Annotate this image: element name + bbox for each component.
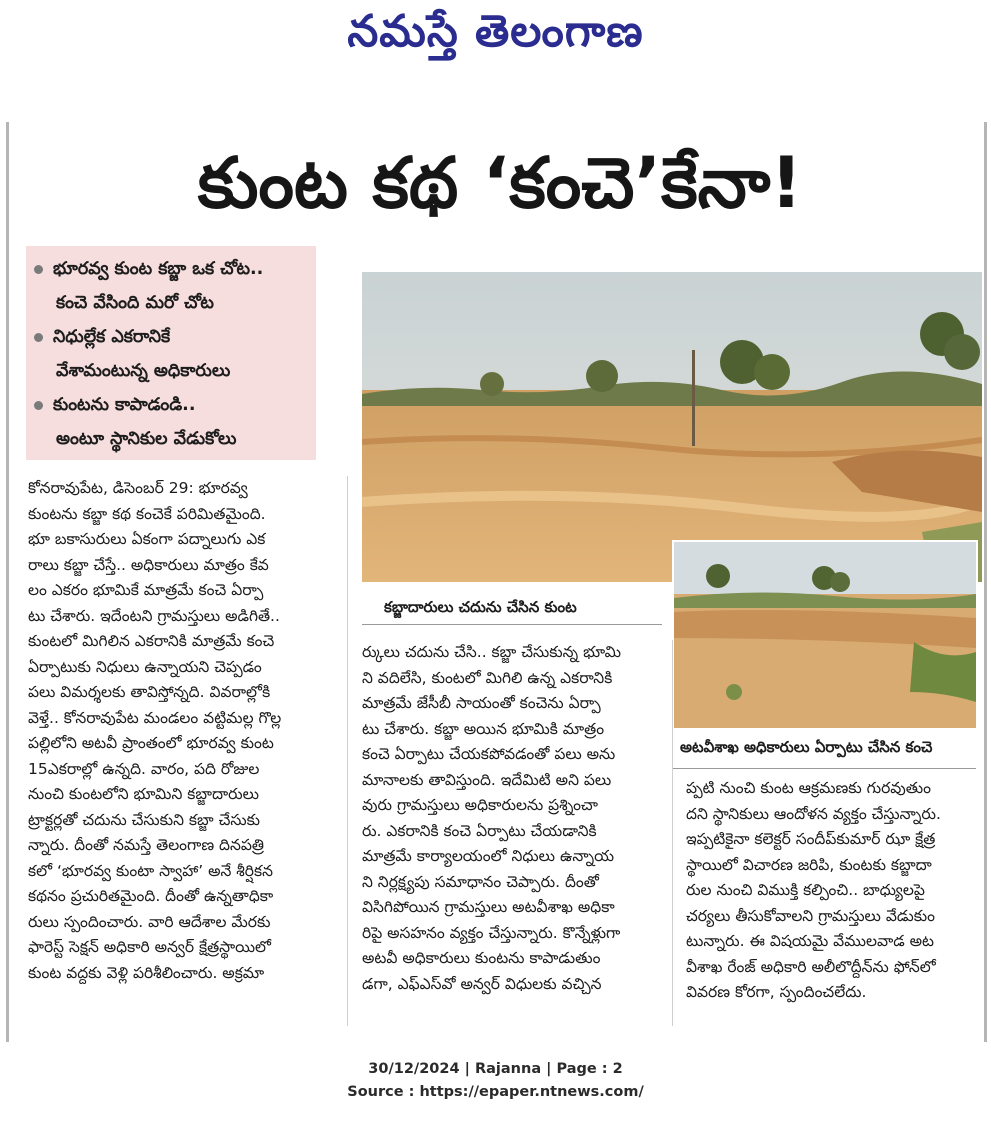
bullet-icon	[34, 401, 43, 410]
body-line: నుంచి కుంటలోని భూమిని కబ్జాదారులు	[28, 785, 259, 803]
body-line: టు చేశారు. ఇదేంటని గ్రామస్తులు అడిగితే..	[28, 606, 280, 625]
body-line: వివరణ కోరగా, స్పందించలేదు.	[686, 983, 867, 1001]
body-line: మానాలకు తావిస్తుంది. ఇదేమిటి అని పలు	[362, 770, 612, 789]
bullet-icon	[34, 265, 43, 274]
body-line: టు చేశారు. కబ్జా అయిన భూమికి మాత్రం	[362, 719, 605, 738]
bullet-icon	[34, 333, 43, 342]
body-line: భూ బకాసురులు ఏకంగా పద్నాలుగు ఎక	[28, 530, 266, 548]
body-line: రుల నుంచి విముక్తి కల్పించి.. బాధ్యులపై	[686, 881, 925, 899]
body-line: పలు విమర్శలకు తావిస్తోన్నది. వివరాల్లోకి	[28, 683, 271, 701]
body-line: కంచె ఏర్పాటు చేయకపోవడంతో పలు అను	[362, 745, 616, 763]
body-line: వురు గ్రామస్తులు అధికారులను ప్రశ్నించా	[362, 796, 599, 814]
body-line: కథనం ప్రచురితమైంది. దీంతో ఉన్నతాధికా	[28, 887, 274, 905]
left-border-rule	[6, 122, 9, 1042]
body-line: కలో ‘భూరవ్వ కుంటా స్వాహా’ అనే శీర్షికన	[28, 861, 273, 880]
body-line: స్థాయిలో విచారణ జరిపి, కుంటకు కబ్జాదా	[686, 855, 932, 874]
photo1-caption: కబ్జాదారులు చదును చేసిన కుంట	[384, 598, 577, 616]
body-line: కుంట వద్దకు వెళ్లి పరిశీలించారు. అక్రమా	[28, 963, 265, 982]
body-line: ని నిర్లక్ష్యపు సమాధానం చెప్పారు. దీంతో	[362, 872, 599, 891]
body-line: కుంటను కబ్జా కథ కంచెకే పరిమితమైంది.	[28, 504, 266, 523]
highlight-line: కంచె వేసింది మరో చోట	[56, 293, 214, 313]
body-line: ఏర్పాటుకు నిధులు ఉన్నాయని చెప్పడం	[28, 657, 262, 676]
body-line: కుంటలో మిగిలిన ఎకరానికి మాత్రమే కంచె	[28, 632, 275, 650]
body-line: వెళ్తే.. కోనరావుపేట మండలం వట్టిమల్ల గొల్ల	[28, 708, 282, 727]
body-line: డగా, ఎఫ్ఎస్‌వో అన్వర్ విధులకు వచ్చిన	[362, 974, 602, 993]
photo-fence	[672, 540, 978, 730]
article-column-2	[362, 640, 660, 997]
body-line: వీశాఖ రేంజ్ అధికారి అలీలొద్దీన్‌ను ఫోన్‌లో	[686, 957, 936, 976]
body-line: న్నారు. దీంతో నమస్తే తెలంగాణ దినపత్రి	[28, 836, 265, 854]
article-headline: కుంట కథ ‘కంచె’కేనా!	[197, 142, 803, 224]
body-line: మాత్రమే జేసీబీ సాయంతో కంచెను ఏర్పా	[362, 694, 601, 712]
body-line: విసిగిపోయిన గ్రామస్తులు అటవీశాఖ అధికా	[362, 898, 615, 916]
body-line: 15ఎకరాల్లో ఉన్నది. వారం, పది రోజుల	[28, 759, 260, 778]
body-line: రు. ఎకరానికి కంచె ఏర్పాటు చేయడానికి	[362, 821, 597, 840]
body-line: రులు స్పందించారు. వారి ఆదేశాల మేరకు	[28, 912, 271, 931]
highlight-line: వేశామంటున్న అధికారులు	[56, 361, 231, 381]
body-line: ఫారెస్ట్ సెక్షన్ అధికారి అన్వర్ క్షేత్రస్థాయిలో	[28, 938, 272, 956]
masthead	[0, 0, 991, 80]
body-line: అటవీ అధికారులు కుంటను కాపాడుతుం	[362, 949, 601, 967]
photo-flattened-pond	[362, 272, 982, 582]
body-line: దని స్థానికులు ఆందోళన వ్యక్తం చేస్తున్నారు.	[686, 804, 941, 823]
body-line: ట్రాక్టర్లతో చదును చేసుకుని కబ్జా చేసుకు	[28, 810, 261, 829]
caption-underline	[672, 768, 976, 769]
highlight-item	[34, 252, 308, 320]
body-line: రిపై అసహనం వ్యక్తం చేస్తున్నారు. కొన్నేళ్లుగా	[362, 923, 621, 942]
right-border-rule	[984, 122, 987, 1042]
highlights-box	[26, 246, 316, 460]
highlight-line: నిధుల్లేక ఎకరానికే	[53, 327, 171, 347]
body-line: ఇప్పటికైనా కలెక్టర్ సందీప్‌కుమార్ ఝా క్షేత్ర	[686, 830, 936, 848]
photo2-caption: అటవీశాఖ అధికారులు ఏర్పాటు చేసిన కంచె	[680, 738, 933, 756]
body-line: పల్లిలోని అటవీ ప్రాంతంలో భూరవ్వ కుంట	[28, 734, 274, 752]
highlight-item	[34, 388, 308, 456]
footer-date-page: 30/12/2024 | Rajanna | Page : 2	[368, 1061, 623, 1077]
highlight-item	[34, 320, 308, 388]
body-line: మాత్రమే కార్యాలయంలో నిధులు ఉన్నాయ	[362, 847, 615, 865]
body-line: లం ఎకరం భూమికే మాత్రమే కంచె ఏర్పా	[28, 581, 264, 599]
article-column-1	[28, 476, 334, 986]
column-divider	[672, 640, 673, 1026]
masthead-title: నమస్తే తెలంగాణ	[347, 6, 644, 57]
body-line: ప్పటి నుంచి కుంట ఆక్రమణకు గురవుతుం	[686, 779, 932, 797]
highlight-line: భూరవ్వ కుంట కబ్జా ఒక చోట..	[53, 259, 264, 279]
highlight-line: కుంటను కాపాడండి..	[53, 395, 196, 415]
body-line: రాలు కబ్జా చేస్తే.. అధికారులు మాత్రం కేవ	[28, 555, 269, 574]
body-line: కోనరావుపేట, డిసెంబర్ 29: భూరవ్వ	[28, 479, 248, 497]
body-line: చర్యలు తీసుకోవాలని గ్రామస్తులు వేడుకుం	[686, 906, 936, 925]
body-line: ని వదిలేసి, కుంటలో మిగిలి ఉన్న ఎకరానికి	[362, 668, 613, 687]
footer-source: Source : https://epaper.ntnews.com/	[347, 1084, 644, 1100]
highlight-line: అంటూ స్థానికుల వేడుకోలు	[56, 429, 237, 449]
body-line: ర్కులు చదును చేసి.. కబ్జా చేసుకున్న భూమి	[362, 643, 621, 661]
column-divider	[347, 476, 348, 1026]
caption-underline	[362, 624, 662, 625]
article-column-3	[686, 776, 982, 1006]
body-line: టున్నారు. ఈ విషయమై వేములవాడ అట	[686, 932, 934, 950]
